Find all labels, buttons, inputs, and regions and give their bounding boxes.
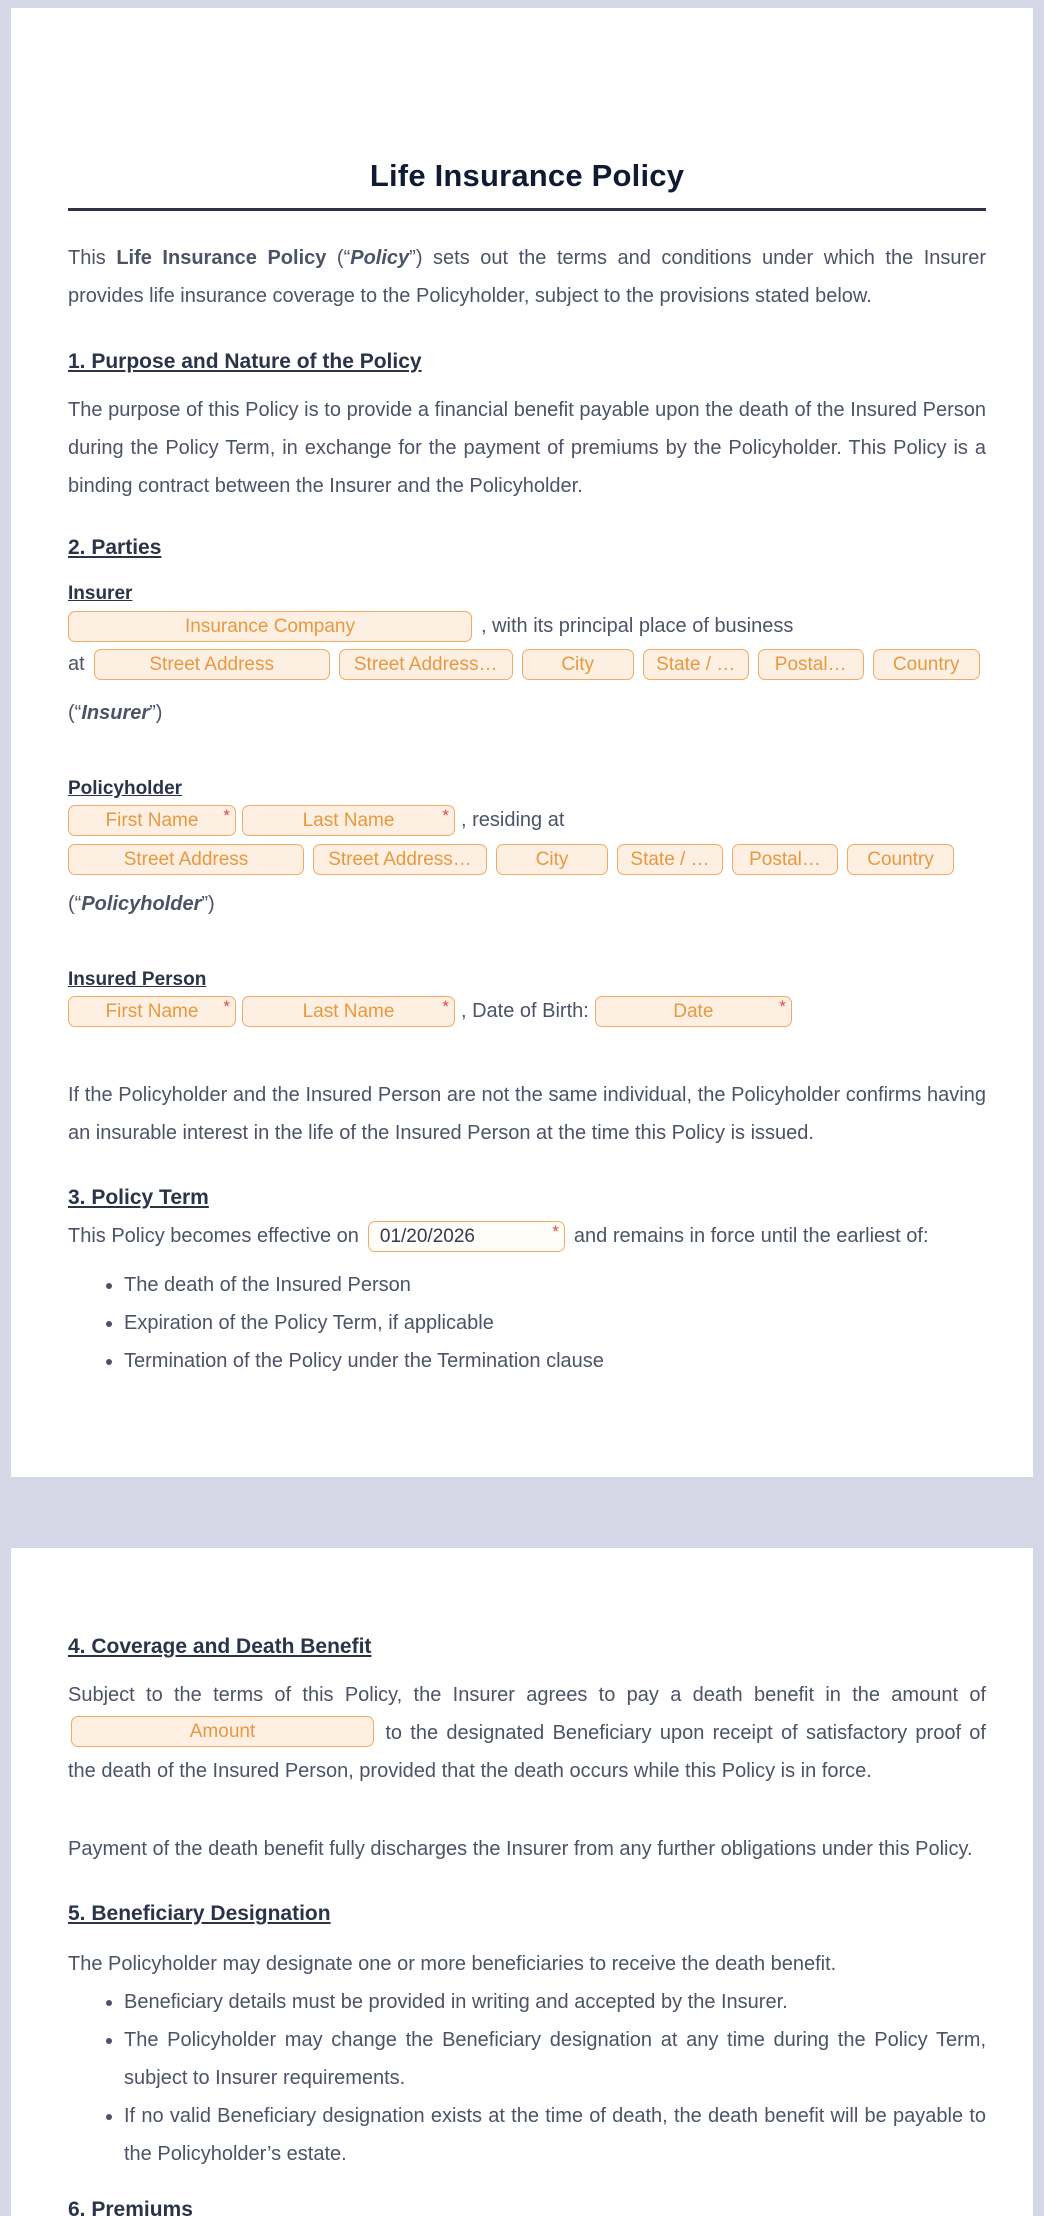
section-1-heading: 1. Purpose and Nature of the Policy — [68, 350, 422, 373]
after-date-text: and remains in force until the earliest of: — [573, 1225, 929, 1247]
required-asterisk: * — [552, 1222, 559, 1241]
placeholder-text: Amount — [189, 1720, 256, 1742]
insured-person-label: Insured Person — [68, 969, 207, 990]
placeholder-text: Postal… — [749, 848, 821, 870]
insurance-company-field[interactable] — [68, 611, 472, 642]
insurer-country-field[interactable] — [873, 649, 980, 680]
effective-date-field[interactable] — [368, 1221, 565, 1252]
insurable-interest-paragraph: If the Policyholder and the Insured Person are not the same individual, the Policyholder confirms having an insurable interest in the life of the Insured Person at the time this Policy is issued. — [68, 1084, 986, 1144]
after-amount-text: to the designated Beneficiary upon receipt of satisfactory proof of the death of the Insured Person, provided that the death occurs while this Policy is in force. — [68, 1722, 986, 1782]
policyholder-address-row — [68, 844, 986, 875]
insurer-paren-text: (“Insurer”) — [68, 702, 163, 724]
effective-date-value: 01/20/2026 — [379, 1225, 475, 1247]
discharge-paragraph: Payment of the death benefit fully discharges the Insurer from any further obligations under this Policy. — [68, 1838, 973, 1860]
before-date-text: This Policy becomes effective on — [68, 1225, 359, 1247]
placeholder-text: Date — [673, 1000, 714, 1022]
insured-person-row — [68, 996, 986, 1027]
beneficiary-bullet: • Beneficiary details must be provided in writing and accepted by the Insurer. — [124, 1983, 986, 2021]
placeholder-text: Country — [867, 848, 934, 870]
section-5-heading: 5. Beneficiary Designation — [68, 1902, 331, 1925]
placeholder-text: First Name — [105, 809, 199, 831]
placeholder-text: Postal… — [774, 653, 847, 675]
insurer-city-field[interactable] — [522, 649, 634, 680]
insurer-street-address-field[interactable] — [94, 649, 330, 680]
insurer-street-address-2-field[interactable] — [339, 649, 513, 680]
insurer-postal-field[interactable] — [758, 649, 864, 680]
beneficiary-paragraph: The Policyholder may designate one or more beneficiaries to receive the death benefit. — [68, 1953, 837, 1975]
date-of-birth-field[interactable] — [595, 996, 792, 1027]
policy-term-bullet: • Expiration of the Policy Term, if applicable — [124, 1304, 986, 1342]
required-asterisk: * — [442, 806, 449, 825]
residing-at-text: , residing at — [461, 809, 565, 831]
placeholder-text: Street Address… — [353, 653, 498, 675]
effective-date-row — [68, 1221, 986, 1252]
policyholder-city-field[interactable] — [496, 844, 608, 875]
policyholder-state-field[interactable] — [617, 844, 723, 875]
insurer-label: Insurer — [68, 583, 133, 604]
policyholder-street-address-2-field[interactable] — [313, 844, 487, 875]
placeholder-text: Street Address… — [328, 848, 472, 870]
placeholder-text: Street Address — [149, 653, 274, 675]
insurer-state-field[interactable] — [643, 649, 749, 680]
insured-first-name-field[interactable] — [68, 996, 236, 1027]
death-benefit-paragraph — [68, 1676, 986, 1790]
page-gap — [11, 1477, 1033, 1548]
beneficiary-bullet: • If no valid Beneficiary designation exists at the time of death, the death benefit will be payable to the Policyholder’s estate. — [124, 2097, 986, 2173]
section-1-body: The purpose of this Policy is to provide a financial benefit payable upon the death of the Insured Person during the Policy Term, in exchange for the payment of premiums by the Policyholder. This Policy is a binding contract between the Insurer and the Policyholder. — [68, 399, 986, 497]
policy-term-bullet: • The death of the Insured Person — [124, 1266, 986, 1304]
placeholder-text: State / … — [630, 848, 710, 870]
placeholder-text: Country — [892, 653, 960, 675]
date-of-birth-text: , Date of Birth: — [461, 1000, 589, 1022]
section-4-heading: 4. Coverage and Death Benefit — [68, 1635, 372, 1658]
page-1 — [11, 8, 1033, 1477]
after-company-text: , with its principal place of business — [481, 615, 794, 637]
placeholder-text: First Name — [105, 1000, 199, 1022]
required-asterisk: * — [223, 806, 230, 825]
policyholder-name-row — [68, 805, 986, 836]
page-2 — [11, 1548, 1033, 2216]
section-6-heading: 6. Premiums — [68, 2198, 193, 2216]
insurer-company-row — [68, 611, 986, 642]
required-asterisk: * — [779, 997, 786, 1016]
insurer-address-row — [68, 649, 986, 680]
policyholder-postal-field[interactable] — [732, 844, 838, 875]
section-3-heading: 3. Policy Term — [68, 1186, 209, 1209]
insured-last-name-field[interactable] — [242, 996, 455, 1027]
placeholder-text: State / … — [656, 653, 736, 675]
policyholder-label: Policyholder — [68, 778, 183, 799]
before-amount-text: Subject to the terms of this Policy, the Insurer agrees to pay a death benefit in the amount of — [68, 1684, 986, 1706]
placeholder-text: City — [561, 653, 595, 675]
policyholder-street-address-field[interactable] — [68, 844, 304, 875]
policyholder-country-field[interactable] — [847, 844, 954, 875]
intro-paragraph: This Life Insurance Policy (“Policy”) sets out the terms and conditions under which the Insurer provides life insurance coverage to the Policyholder, subject to the provisions stated below. — [68, 247, 986, 307]
policyholder-first-name-field[interactable] — [68, 805, 236, 836]
amount-field[interactable] — [71, 1716, 374, 1747]
placeholder-text: Street Address — [123, 848, 249, 870]
policy-term-bullet-list — [68, 1266, 986, 1380]
placeholder-text: Last Name — [302, 1000, 395, 1022]
beneficiary-bullet: • The Policyholder may change the Beneficiary designation at any time during the Policy Term, subject to Insurer requirements. — [124, 2021, 986, 2097]
required-asterisk: * — [223, 997, 230, 1016]
document-title: Life Insurance Policy — [369, 158, 685, 193]
policyholder-last-name-field[interactable] — [242, 805, 455, 836]
policy-term-bullet: • Termination of the Policy under the Termination clause — [124, 1342, 986, 1380]
insurance-company-placeholder: Insurance Company — [184, 615, 356, 637]
placeholder-text: Last Name — [302, 809, 395, 831]
placeholder-text: City — [535, 848, 569, 870]
beneficiary-bullet-list — [68, 1983, 986, 2173]
policyholder-paren-text: (“Policyholder”) — [68, 893, 215, 915]
required-asterisk: * — [442, 997, 449, 1016]
section-2-heading: 2. Parties — [68, 536, 162, 559]
at-text: at — [68, 653, 85, 675]
title-divider — [68, 208, 986, 211]
